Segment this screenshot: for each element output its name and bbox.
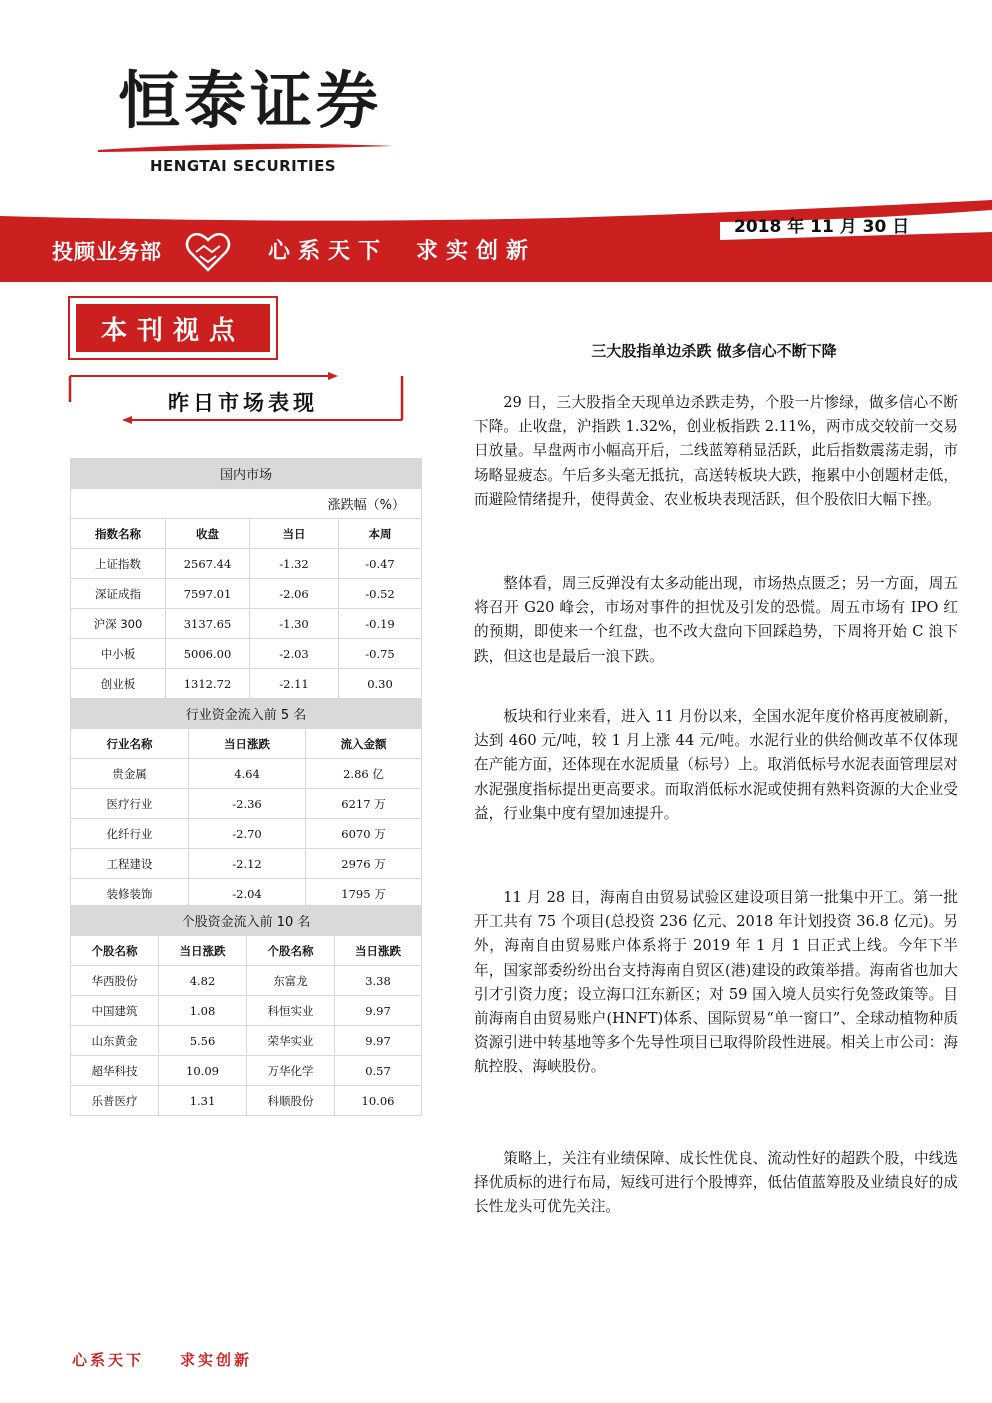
table-row <box>71 549 422 579</box>
footer-slogan: 心系天下 求实创新 <box>72 1351 253 1369</box>
stock-name: 科恒实业 <box>247 996 335 1026</box>
stock-name: 万华化学 <box>247 1056 335 1086</box>
stock-name: 超华科技 <box>71 1056 159 1086</box>
table-row <box>71 1056 422 1086</box>
day-change: 1.31 <box>159 1086 247 1116</box>
table-row <box>71 639 422 669</box>
inflow-amount: 1795 万 <box>306 879 422 909</box>
column-header: 行业名称 <box>71 729 189 759</box>
column-header: 个股名称 <box>71 936 159 966</box>
slogan-part2: 求实创新 <box>416 239 537 264</box>
department-name: 投顾业务部 <box>52 240 162 264</box>
column-header: 本周 <box>339 519 422 549</box>
day-change: 9.97 <box>335 1026 422 1056</box>
day-change: -2.06 <box>250 579 339 609</box>
industry-name: 贵金属 <box>71 759 189 789</box>
day-change: 4.64 <box>189 759 306 789</box>
domestic-unit: 涨跌幅（%） <box>71 489 422 519</box>
domestic-title: 国内市场 <box>71 459 422 489</box>
index-name: 上证指数 <box>71 549 166 579</box>
column-header: 当日 <box>250 519 339 549</box>
industry-inflow-table <box>70 698 422 909</box>
section-view-box <box>68 296 278 360</box>
close-value: 1312.72 <box>166 669 250 699</box>
inflow-amount: 6070 万 <box>306 819 422 849</box>
day-change: -2.03 <box>250 639 339 669</box>
day-change: -2.04 <box>189 879 306 909</box>
industry-title: 行业资金流入前 5 名 <box>71 699 422 729</box>
column-header: 当日涨跌 <box>335 936 422 966</box>
industry-name: 医疗行业 <box>71 789 189 819</box>
stock-name: 荣华实业 <box>247 1026 335 1056</box>
company-logo-english: HENGTAI SECURITIES <box>150 157 337 175</box>
stock-name: 东富龙 <box>247 966 335 996</box>
stock-name: 中国建筑 <box>71 996 159 1026</box>
table-row <box>71 669 422 699</box>
article-paragraph: 11 月 28 日，海南自由贸易试验区建设项目第一批集中开工。第一批开工共有 75 个项目(总投资 236 亿元、2018 年计划投资 36.8 亿元)。另外，海南自由贸易账户体系将于 2019 年 1 月 1 日正式上线。今年下半年，国家部委纷纷出台支持海南自贸区(港)建设的政策举措。海南省也加大引才引资力度；设立海口江东新区；对 59 国入境人员实行免签政策等。目前海南自由贸易账户(HNFT)体系、国际贸易“单一窗口”、全球动植物种质资源引进中转基地等多个先导性项目已取得阶段性进展。相关上市公司：海航控股、海峡股份。 <box>474 889 958 1076</box>
table-row <box>71 996 422 1026</box>
table-row <box>71 759 422 789</box>
day-change: 10.09 <box>159 1056 247 1086</box>
table-row <box>71 849 422 879</box>
inflow-amount: 2.86 亿 <box>306 759 422 789</box>
table-header-row <box>71 519 422 549</box>
section-view-title: 本刊视点 <box>76 304 270 352</box>
day-change: 1.08 <box>159 996 247 1026</box>
column-header: 收盘 <box>166 519 250 549</box>
week-change: -0.47 <box>339 549 422 579</box>
article-paragraph: 策略上，关注有业绩保障、成长性优良、流动性好的超跌个股，中线选择优质标的进行布局，短线可进行个股博弈，低估值蓝筹股及业绩良好的成长性龙头可优先关注。 <box>474 1150 958 1216</box>
day-change: 3.38 <box>335 966 422 996</box>
close-value: 7597.01 <box>166 579 250 609</box>
close-value: 2567.44 <box>166 549 250 579</box>
stock-name: 华西股份 <box>71 966 159 996</box>
day-change: 10.06 <box>335 1086 422 1116</box>
index-name: 中小板 <box>71 639 166 669</box>
day-change: -2.36 <box>189 789 306 819</box>
table-row <box>71 879 422 909</box>
table-row <box>71 789 422 819</box>
heart-handshake-icon <box>184 228 232 276</box>
stocks-title: 个股资金流入前 10 名 <box>71 906 422 936</box>
week-change: -0.19 <box>339 609 422 639</box>
table-section-header <box>71 906 422 936</box>
close-value: 5006.00 <box>166 639 250 669</box>
table-row <box>71 966 422 996</box>
column-header: 指数名称 <box>71 519 166 549</box>
article-paragraph: 29 日，三大股指全天现单边杀跌走势，个股一片惨绿，做多信心不断下降。止收盘，沪指跌 1.32%，创业板指跌 2.11%，两市成交较前一交易日放量。早盘两市小幅高开后，二线蓝筹稍显活跃，此后指数震荡走弱，市场略显疲态。午后多头毫无抵抗，高送转板块大跌，拖累中小创题材走低，而避险情绪提升，使得黄金、农业板块表现活跃，但个股依旧大幅下挫。 <box>474 394 958 508</box>
company-logo-text: 恒泰证券 <box>118 64 383 137</box>
index-name: 深证成指 <box>71 579 166 609</box>
stock-name: 山东黄金 <box>71 1026 159 1056</box>
column-header: 当日涨跌 <box>159 936 247 966</box>
close-value: 3137.65 <box>166 609 250 639</box>
day-change: -1.32 <box>250 549 339 579</box>
table-section-header <box>71 459 422 489</box>
column-header: 流入金额 <box>306 729 422 759</box>
table-row <box>71 1086 422 1116</box>
table-row <box>71 609 422 639</box>
index-name: 沪深 300 <box>71 609 166 639</box>
table-row <box>71 1026 422 1056</box>
domestic-market-table <box>70 458 422 699</box>
day-change: 0.57 <box>335 1056 422 1086</box>
week-change: -0.75 <box>339 639 422 669</box>
day-change: -2.12 <box>189 849 306 879</box>
industry-name: 工程建设 <box>71 849 189 879</box>
column-header: 个股名称 <box>247 936 335 966</box>
day-change: -2.11 <box>250 669 339 699</box>
stock-name: 乐普医疗 <box>71 1086 159 1116</box>
section-market-title: 昨日市场表现 <box>168 390 318 415</box>
stock-name: 科顺股份 <box>247 1086 335 1116</box>
day-change: -1.30 <box>250 609 339 639</box>
industry-name: 化纤行业 <box>71 819 189 849</box>
table-row <box>71 579 422 609</box>
day-change: 4.82 <box>159 966 247 996</box>
week-change: -0.52 <box>339 579 422 609</box>
inflow-amount: 6217 万 <box>306 789 422 819</box>
index-name: 创业板 <box>71 669 166 699</box>
table-row <box>71 819 422 849</box>
day-change: 5.56 <box>159 1026 247 1056</box>
industry-name: 装修装饰 <box>71 879 189 909</box>
stock-inflow-table <box>70 905 422 1116</box>
column-header: 当日涨跌 <box>189 729 306 759</box>
day-change: 9.97 <box>335 996 422 1026</box>
table-header-row <box>71 936 422 966</box>
article-paragraph: 整体看，周三反弹没有太多动能出现，市场热点匮乏；另一方面，周五将召开 G20 峰会，市场对事件的担忧及引发的恐慌。周五市场有 IPO 红的预期，即使来一个红盘，也不改大盘向下回踩趋势，下周将开始 C 浪下跌，但这也是最后一浪下跌。 <box>474 575 958 665</box>
week-change: 0.30 <box>339 669 422 699</box>
table-section-header <box>71 699 422 729</box>
article-paragraph: 板块和行业来看，进入 11 月份以来，全国水泥年度价格再度被刷新，达到 460 元/吨，较 1 月上涨 44 元/吨。水泥行业的供给侧改革不仅体现在产能方面，还体现在水泥质量（标号）上。取消低标号水泥表面管理层对水泥强度指标提出更高要求。而取消低标水泥或使拥有熟料资源的大企业受益，行业集中度有望加速提升。 <box>474 708 958 822</box>
table-header-row <box>71 729 422 759</box>
article-title: 三大股指单边杀跌 做多信心不断下降 <box>591 342 837 360</box>
slogan-part1: 心系天下 <box>268 239 389 264</box>
day-change: -2.70 <box>189 819 306 849</box>
inflow-amount: 2976 万 <box>306 849 422 879</box>
issue-date: 2018 年 11 月 30 日 <box>734 217 910 237</box>
